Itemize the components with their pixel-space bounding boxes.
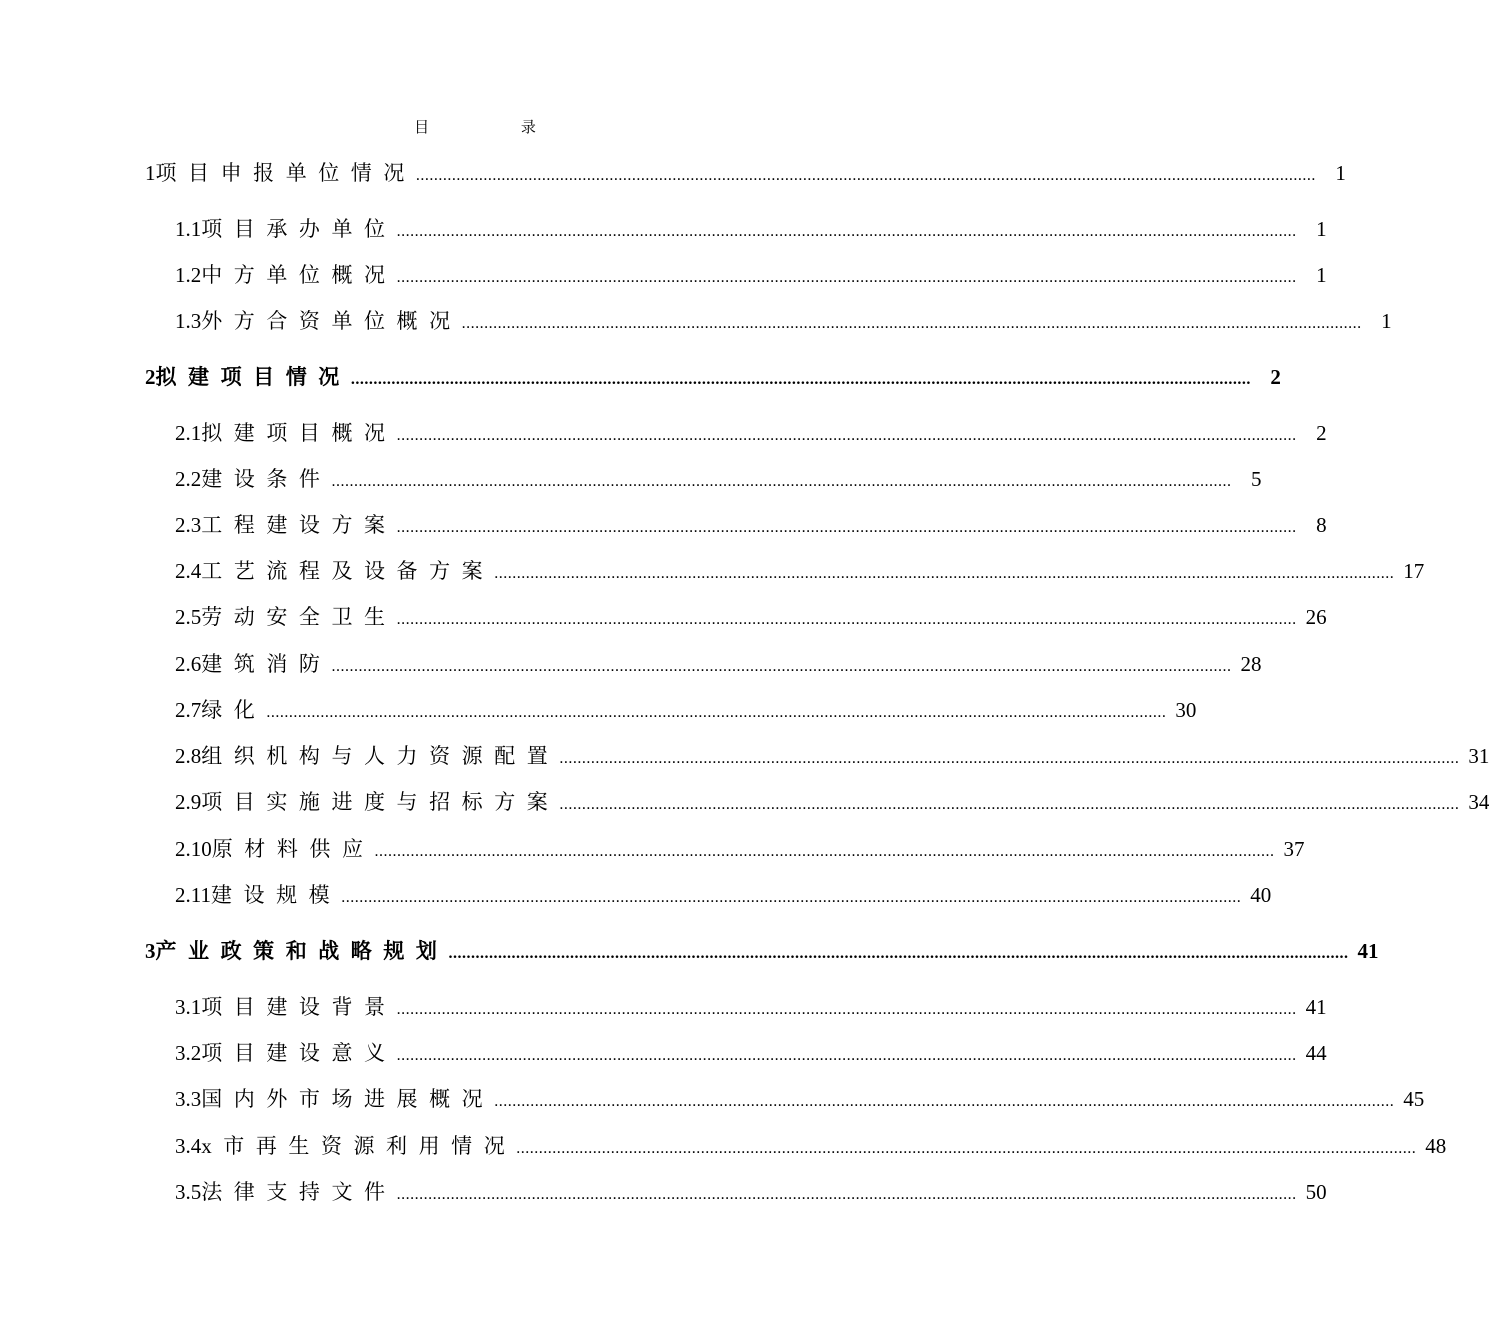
toc-dot-leader: ........................................................................................................................................................................................................	[341, 889, 1242, 906]
toc-entry-number: 2.4	[175, 559, 202, 583]
toc-entry-page: 28	[1240, 652, 1262, 676]
toc-entry-page: 17	[1403, 559, 1425, 583]
toc-entry[interactable]	[175, 511, 1327, 539]
toc-entry-title: 工艺流程及设备方案	[201, 559, 495, 583]
toc-entry[interactable]	[175, 1085, 1425, 1113]
toc-entry-title: 国内外市场进展概况	[201, 1087, 495, 1111]
toc-entry-title: 拟建项目情况	[155, 365, 351, 389]
toc-entry-title: 项目承办单位	[201, 217, 397, 241]
toc-dot-leader: ........................................................................................................................................................................................................	[331, 658, 1232, 675]
toc-entry-page: 2	[1316, 421, 1327, 445]
toc-entry-page: 37	[1283, 837, 1305, 861]
toc-entry-title: 拟建项目概况	[201, 421, 397, 445]
toc-entry-page: 1	[1335, 161, 1346, 185]
toc-entry-number: 3.5	[175, 1180, 202, 1204]
toc-entry-page: 8	[1316, 513, 1327, 537]
toc-dot-leader: ........................................................................................................................................................................................................	[396, 611, 1297, 628]
toc-entry-page: 5	[1250, 467, 1262, 491]
toc-entry-title: x市再生资源利用情况	[201, 1134, 517, 1158]
toc-entry[interactable]	[175, 603, 1327, 631]
toc-entry[interactable]	[175, 650, 1262, 678]
toc-entry-title: 项目申报单位情况	[155, 161, 416, 185]
toc-entry-title: 项目实施进度与招标方案	[201, 790, 560, 814]
toc-dot-leader: ........................................................................................................................................................................................................	[396, 427, 1297, 444]
toc-entry-title: 项目建设背景	[201, 995, 397, 1019]
toc-entry-number: 2.3	[175, 513, 202, 537]
toc-dot-leader: ........................................................................................................................................................................................................	[448, 945, 1349, 962]
toc-entry[interactable]	[175, 835, 1305, 863]
toc-entry-title: 建筑消防	[201, 652, 332, 676]
toc-entry-number: 3.1	[175, 995, 202, 1019]
toc-dot-leader: ........................................................................................................................................................................................................	[461, 315, 1362, 332]
toc-entry-page: 26	[1305, 605, 1327, 629]
toc-dot-leader: ........................................................................................................................................................................................................	[396, 223, 1297, 240]
toc-entry-page: 50	[1305, 1180, 1327, 1204]
toc-entry-number: 3.2	[175, 1041, 202, 1065]
toc-entry-title: 绿化	[201, 698, 267, 722]
toc-entry[interactable]	[175, 465, 1262, 493]
toc-dot-leader: ........................................................................................................................................................................................................	[396, 269, 1297, 286]
toc-dot-leader: ........................................................................................................................................................................................................	[331, 473, 1232, 490]
toc-entry-title: 组织机构与人力资源配置	[201, 744, 560, 768]
toc-entry[interactable]	[145, 159, 1346, 187]
toc-entry-page: 1	[1381, 309, 1392, 333]
toc-entry-title: 劳动安全卫生	[201, 605, 397, 629]
toc-entry-page: 41	[1305, 995, 1327, 1019]
toc-entry[interactable]	[145, 937, 1379, 965]
toc-entry[interactable]	[175, 261, 1327, 289]
toc-entry[interactable]	[175, 419, 1327, 447]
toc-entry-number: 3	[145, 939, 156, 963]
toc-dot-leader: ........................................................................................................................................................................................................	[396, 1047, 1297, 1064]
toc-entry[interactable]	[175, 993, 1327, 1021]
toc-entry-page: 45	[1403, 1087, 1425, 1111]
toc-entry-title: 建设条件	[201, 467, 332, 491]
toc-dot-leader: ........................................................................................................................................................................................................	[396, 1186, 1297, 1203]
toc-entry-number: 2.1	[175, 421, 202, 445]
toc-entry-title: 外方合资单位概况	[201, 309, 462, 333]
toc-entry-number: 2.7	[175, 698, 202, 722]
toc-dot-leader: ........................................................................................................................................................................................................	[559, 750, 1460, 767]
toc-entry-page: 2	[1270, 365, 1281, 389]
toc-dot-leader: ........................................................................................................................................................................................................	[516, 1140, 1417, 1157]
toc-entry[interactable]	[175, 881, 1272, 909]
toc-dot-leader: ........................................................................................................................................................................................................	[415, 167, 1316, 184]
toc-entry-number: 3.4	[175, 1134, 202, 1158]
toc-entry-title: 中方单位概况	[201, 263, 397, 287]
toc-entry-number: 2.9	[175, 790, 202, 814]
toc-entry-title: 原材料供应	[211, 837, 375, 861]
toc-entry-page: 30	[1175, 698, 1197, 722]
toc-entry-page: 41	[1357, 939, 1379, 963]
toc-entry-title: 法律支持文件	[201, 1180, 397, 1204]
toc-entry[interactable]	[175, 696, 1197, 724]
toc-heading: 目 录	[414, 120, 580, 136]
toc-entry[interactable]	[145, 363, 1281, 391]
toc-entry-number: 1.1	[175, 217, 202, 241]
toc-entry-title: 建设规模	[210, 883, 342, 907]
toc-dot-leader: ........................................................................................................................................................................................................	[374, 843, 1275, 860]
toc-entry-title: 工程建设方案	[201, 513, 397, 537]
toc-entry-page: 48	[1425, 1134, 1447, 1158]
toc-entry-number: 1.3	[175, 309, 202, 333]
toc-dot-leader: ........................................................................................................................................................................................................	[350, 371, 1251, 388]
toc-dot-leader: ........................................................................................................................................................................................................	[266, 704, 1167, 721]
toc-entry-number: 1.2	[175, 263, 202, 287]
toc-entry-page: 40	[1250, 883, 1272, 907]
toc-entry-number: 2.10	[175, 837, 212, 861]
toc-dot-leader: ........................................................................................................................................................................................................	[559, 796, 1460, 813]
toc-entry[interactable]	[175, 307, 1392, 335]
toc-entry-page: 1	[1316, 263, 1327, 287]
toc-entry-page: 31	[1468, 744, 1489, 768]
toc-entry[interactable]	[175, 557, 1425, 585]
toc-entry-number: 2.8	[175, 744, 202, 768]
toc-entry-page: 1	[1316, 217, 1327, 241]
toc-dot-leader: ........................................................................................................................................................................................................	[396, 1001, 1297, 1018]
toc-dot-leader: ........................................................................................................................................................................................................	[494, 1093, 1395, 1110]
toc-entry-title: 项目建设意义	[201, 1041, 397, 1065]
toc-entry-title: 产业政策和战略规划	[155, 939, 449, 963]
toc-entry[interactable]	[175, 1178, 1327, 1206]
toc-entry[interactable]	[175, 215, 1327, 243]
toc-entry[interactable]	[175, 1132, 1447, 1160]
toc-entry-number: 2	[145, 365, 156, 389]
toc-entry[interactable]	[175, 1039, 1327, 1067]
toc-entry-number: 2.5	[175, 605, 202, 629]
toc-entry-number: 2.2	[175, 467, 202, 491]
toc-entry-page: 44	[1305, 1041, 1327, 1065]
toc-entry[interactable]	[175, 788, 1489, 816]
toc-entry[interactable]	[175, 742, 1489, 770]
toc-entry-number: 2.11	[175, 883, 211, 907]
toc-entry-page: 34	[1468, 790, 1489, 814]
toc-dot-leader: ........................................................................................................................................................................................................	[396, 519, 1297, 536]
toc-dot-leader: ........................................................................................................................................................................................................	[494, 565, 1395, 582]
toc-entry-number: 2.6	[175, 652, 202, 676]
toc-entry-number: 3.3	[175, 1087, 202, 1111]
toc-entry-number: 1	[145, 161, 156, 185]
